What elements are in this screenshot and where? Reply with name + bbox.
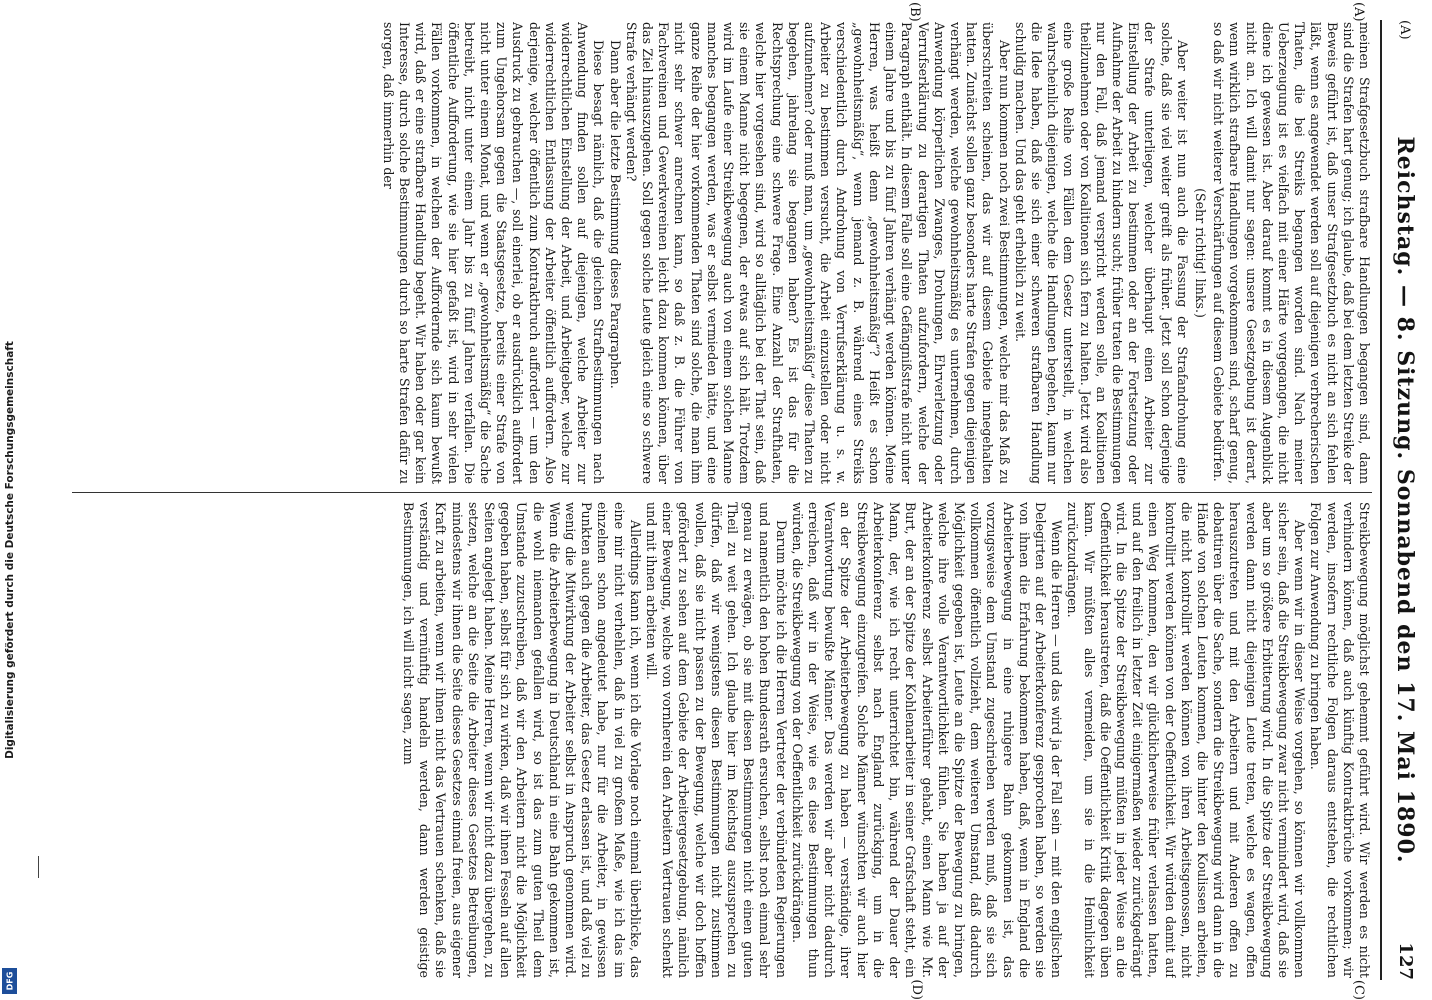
margin-marker-b: (B) (907, 2, 922, 22)
page-header (1386, 20, 1426, 980)
interjection: (Sehr richtig! links.) (1192, 188, 1208, 318)
paragraph: Allerdings kann ich, wenn ich die Vorlage noch einmal überblicke, das eine mir nicht verhehlen, daß in viel zu großem Maße, wie ich das im einzelnen schon angedeutet habe, nur für die Arbeiter, in gewissen Punkten auch gegen die Arbeiter, das Gesetz erlassen ist, und daß viel zu wenig die Mitwirkung der Arbeiter selbst in Anspruch genommen wird. Wenn die Arbeiterbewegung in Deutschland in eine Bahn gekommen ist, die wohl niemanden gefallen wird, so ist das zum guten Theil dem Umstande zuzuschreiben, daß wir den Arbeitern nicht die Möglichkeit gegeben haben, selbst für sich zu wirken, daß wir ihnen Fesseln auf allen Seiten angelegt haben. Meine Herren, wenn wir nicht dazu übergehen, zu setzen, welche an die Seite die Arbeiter dieses Gesetzes Betreibungen, mindestens wir ihnen die Seite dieses Gesetzes einmal freien, aus eigener Kraft zu arbeiten, wenn wir ihnen nicht das Vertrauen schenken, daß sie verständig und vernünftig handeln werden, dann werden geistige Bestimmungen, ich will nicht sagen, zum (401, 502, 643, 978)
dfg-logo-text: DFG (5, 971, 14, 991)
paragraph: Darum möchte ich die Herren Vertreter der verbündeten Regierungen und namentlich den hohen Bundesrath ersuchen, selbst noch einmal sehr genau zu erwägen, ob sie mit diesen Bestimmungen nicht einen guten Theil zu weit gehen. Ich glaube hier im Reichstag auszusprechen zu dürfen, daß wir wenigstens diesen Bestimmungen nicht zustimmen wollen, daß sie nicht passen zu der Bewegung, welche wir doch hoffen gefördert zu sehen auf dem Gebiete der Arbeitergesetzgebung, nämlich einer Bewegung, welche von vornherein den Arbeitern Vertrauen schenkt und mit ihnen arbeiten will. (644, 502, 789, 978)
left-text-column (72, 22, 1372, 484)
paragraph: Streikbewegung möglichst gehemmt geführt wird. Wir werden es nicht verhindern können, daß auch künftig Kontraktbrüche vorkommen; wir werden, insofern rechtliche Folgen daraus entstehen, die rechtlichen Folgen zur Anwendung zu bringen haben. (1308, 502, 1372, 978)
credit-text: Digitalisierung gefördert durch die Deutsche Forschungsgemeinschaft (4, 341, 16, 759)
margin-marker-d: (D) (909, 979, 924, 1000)
paragraph: Aber nun kommen noch zwei Bestimmungen, welche mir das Maß zu überschreiten scheinen, das wir auf diesem Gebiete innegehalten hatten. Zunächst sollen ganz besonders harte Strafen gegen diejenigen verhängt werden, welche gewohnheitsmäßig es unternehmen, durch Anwendung körperlichen Zwanges, Drohungen, Ehrverletzung oder Verrufserklärung zu derartigen Thaten aufzufordern, welche der Paragraph enthält. In diesem Falle soll eine Gefängnißstrafe nicht unter einem Jahre und bis zu fünf Jahren verhängt werden können. Meine Herren, was heißt denn „gewohnheitsmäßig“? Heißt es schon „gewohnheitsmäßig“, wenn jemand z. B. während eines Streiks verschiedentlich durch Androhung von Verrufserklärung u. s. w. Arbeiter zu bestimmen versucht, die Arbeit einzustellen oder nicht aufzunehmen? oder muß man, um „gewohnheitsmäßig“ diese Thaten zu begehen, jahrelang sie begangen haben? Es ist das für die Rechtsprechung eine schwere Frage. Eine Anzahl der Strafthaten, welche hier vorgesehen sind, wird so alltäglich bei der That sein, daß sie einem Manne nicht begegnen, der etwas auf sich hält. Trotzdem wird im Laufe einer Streikbewegung auch von einem solchen Manne manches begangen werden, was er selbst vermieden hätte, und eine ganze Reihe der hier vorkommenden Thaten sind solche, die man ihm nicht sehr schwer anrechnen kann, so daß z. B. die Führer von Fachvereinen und Gewerkvereinen leicht dazu kommen können, über das Ziel hinauszugehen. Soll gegen solche Leute gleich eine so schwere Strafe verhängt werden? (623, 22, 1012, 484)
digitization-credit (2, 120, 18, 980)
margin-tick (38, 856, 39, 878)
margin-marker-c: (C) (1351, 979, 1366, 1000)
rotated-document-page (58, 0, 1432, 1000)
paragraph: Diese besagt nämlich, daß die gleichen Strafbestimmungen nach Anwendung finden sollen auf diejenigen, welche Arbeiter zur widerrechtlichen Einstellung der Arbeit, und Arbeitgeber, welche zur widerrechtlichen Entlassung der Arbeiter öffentlich auffordern. Also derjenige, welcher öffentlich zum Kontraktbruch auffordert — um den Ausdruck zu gebrauchen —, soll einerlei, ob er ausdrücklich auffordert zum Ungehorsam gegen die Staatsgesetze, bereits einer Strafe von nicht unter einem Monat, und wenn er „gewohnheitsmäßig“ die Sache betreibt, nicht unter einem Jahr bis zu fünf Jahren verfallen. Die öffentliche Aufforderung, wie sie hier gefaßt ist, wird in sehr vielen Fällen vorkommen, in welchen der Auffordernde sich kaum bewußt wird, daß er eine strafbare Handlung begeht. Wir haben oder gar kein Interesse, durch solche Bestimmungen durch so harte Strafen dafür zu sorgen, daß immerhin der (380, 22, 607, 484)
page-number: 127 (1395, 942, 1416, 980)
column-divider (72, 492, 1372, 493)
header-left-marker: (A) (1397, 20, 1412, 40)
dfg-logo (2, 968, 17, 994)
paragraph: Aber wenn wir in dieser Weise vorgehen, so können wir vollkommen sicher sein, daß die Streikbewegung zwar nicht vermindert wird, daß sie aber um so größere Erbitterung wird. In die Spitze der Streikbewegung werden dann nicht diejenigen Leute treten, welche es wagen, offen herauszutreten und mit den Arbeitern und mit Anderen offen zu debattiren über die Sache, sondern die Streikbewegung wird dann in die Hände von solchen Leuten kommen, die hinter den Koulissen arbeiten, die nicht kontrollirt werden können von ihren Arbeitsgenossen, nicht kontrollirt werden können von der Oeffentlichkeit. Wir würden damit auf einen Weg kommen, den wir glücklicherweise früher verlassen hatten, und auf den freilich in letzter Zeit einigermaßen wieder zurückgedrängt wird. In die Spitze der Streikbewegung müßten in jeder Weise an die Oeffentlichkeit heraustreten, daß die Oeffentlichkeit Kritik dagegen üben kann. Wir müßten alles vermeiden, um sie in die Heimlichkeit zurückzudrängen. (1065, 502, 1308, 978)
paragraph: Wenn die Herren — und das wird ja der Fall sein — mit den englischen Delegirten auf der Arbeiterkonferenz gesprochen haben, so werden sie von ihnen die Erfahrung bekommen haben, daß, wenn in England die Arbeiterbewegung in eine ruhigere Bahn gekommen ist, das vorzugsweise dem Umstand zugeschrieben werden muß, daß sie sich vollkommen öffentlich vollzieht, dem weiteren Umstand, daß dadurch Möglichkeit gegeben ist, Leute an die Spitze der Bewegung zu bringen, welche ihre volle Verantwortlichkeit fühlen. Sie haben ja auf der Arbeiterkonferenz selbst Arbeiterführer gehabt, einen Mann wie Mr. Burt, der an der Spitze der Kohlenarbeiter in seiner Grafschaft steht, ein Mann, der, wie ich recht unterrichtet bin, während der Dauer der Arbeiterkonferenz selbst nach England zurückging, um in die Streikbewegung einzugreifen. Solche Männer wünschten wir auch hier an der Spitze der Arbeiterbewegung zu haben — verständige, ihrer Verantwortung bewußte Männer. Das werden wir aber nicht dadurch erreichen, daß wir in der Weise, wie es diese Bestimmungen thun würden, die Streikbewegung von der Oeffentlichkeit zurückdrängen. (789, 502, 1065, 978)
running-title: Reichstag. — 8. Sitzung. Sonnabend den 17. Mai 1890. (1392, 136, 1418, 864)
header-rule (1380, 20, 1382, 980)
margin-marker-a: (A) (1351, 2, 1366, 22)
paragraph: meinen Strafgesetzbuch strafbare Handlungen begangen sind, dann sind die Strafen hart genug; ich glaube, daß bei dem letzten Streike der Beweis geführt ist, daß unser Strafgesetzbuch es nicht an sich fehlen läßt, wenn es angewendet werden soll auf diejenigen verbrecherischen Thaten, die bei Streiks begangen worden sind. Nach meiner Ueberzeugung ist es vielfach mit einer Härte vorgegangen, die nicht diene ich gewesen ist. Aber darauf kommt es in diesem Augenblick nicht an. Ich will damit nur sagen: unsere Gesetzgebung ist derart, wenn wirklich strafbare Handlungen vorgekommen sind, scharf genug, so daß wir nicht weiterer Verschärfungen auf diesem Gebiete bedürfen. (1211, 22, 1372, 484)
paragraph: Aber weiter ist nun auch die Fassung der Strafandrohung eine solche, daß sie viel weiter greift als früher. Jetzt soll schon derjenige der Strafe unterliegen, welcher überhaupt einen Arbeiter zur Einstellung der Arbeit zu bestimmen oder an der Fortsetzung oder Aufnahme der Arbeit zu hindern sucht; früher traten die Bestimmungen nur den Fall, daß jemand verspricht werden solle, an Koalitionen theilzunehmen oder von Koalitionen sich fern zu halten. Jetzt wird also eine große Reihe von Fällen dem Gesetz unterstellt, in welchen wahrscheinlich diejenigen, welche die Handlungen begehen, kaum nur die Idee haben, daß sie sich einer schweren strafbaren Handlung schuldig machen. Und das geht erheblich zu weit. (1012, 22, 1190, 484)
paragraph: Dann aber die letzte Bestimmung dieses Paragraphen. (607, 40, 623, 389)
right-text-column (72, 502, 1372, 978)
